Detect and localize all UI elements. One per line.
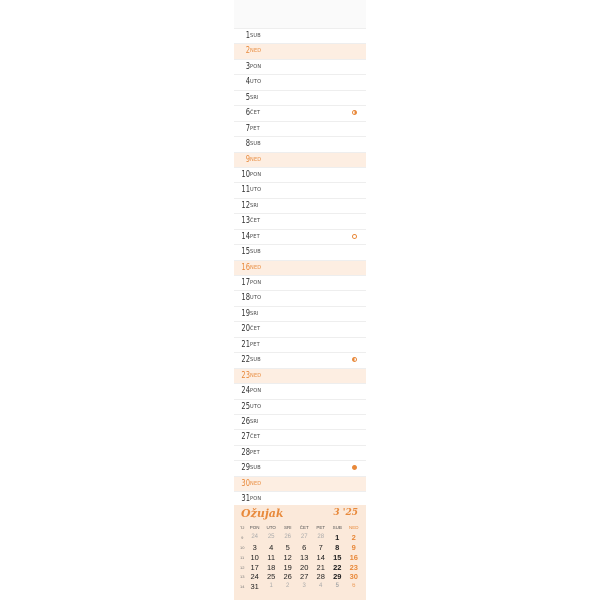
mini-calendar-day: 23 bbox=[349, 562, 358, 572]
week-number: 13 bbox=[239, 574, 245, 580]
mini-calendar-day: 26 bbox=[284, 534, 292, 541]
day-number: 20 bbox=[241, 323, 250, 335]
mini-calendar-day: 27 bbox=[300, 572, 309, 582]
weekday-abbrev: NED bbox=[250, 48, 262, 55]
day-number: 2 bbox=[245, 45, 250, 57]
mini-calendar-day: 1 bbox=[335, 533, 340, 543]
week-number: 14 bbox=[239, 584, 245, 590]
mini-calendar-day: 5 bbox=[285, 542, 290, 552]
mini-calendar-day: 16 bbox=[349, 552, 358, 562]
day-row bbox=[234, 152, 366, 167]
mini-calendar-day: 11 bbox=[267, 552, 276, 562]
weekday-abbrev: PON bbox=[250, 388, 262, 395]
mini-calendar-day: 15 bbox=[333, 552, 342, 562]
day-number: 29 bbox=[241, 462, 250, 474]
weekday-abbrev: PON bbox=[250, 280, 262, 286]
day-row bbox=[234, 321, 366, 336]
day-row bbox=[234, 59, 366, 74]
day-row bbox=[234, 28, 366, 43]
day-number: 21 bbox=[241, 338, 250, 350]
day-number: 4 bbox=[245, 76, 250, 88]
day-number: 25 bbox=[241, 400, 250, 412]
day-row bbox=[234, 198, 366, 213]
mini-calendar-header: UTO bbox=[266, 525, 276, 531]
day-number: 18 bbox=[241, 292, 250, 304]
weekday-abbrev: PON bbox=[250, 63, 262, 70]
day-row bbox=[234, 414, 366, 429]
mini-calendar-day: 14 bbox=[316, 552, 325, 562]
day-row bbox=[234, 244, 366, 259]
mini-calendar-header: ČET bbox=[299, 525, 309, 531]
day-number: 3 bbox=[245, 60, 250, 72]
weekday-abbrev: NED bbox=[250, 372, 262, 379]
header-blank bbox=[234, 0, 366, 28]
last-quarter-moon-icon bbox=[352, 357, 357, 362]
day-row bbox=[234, 90, 366, 105]
mini-calendar-day: 25 bbox=[267, 534, 275, 541]
day-number: 9 bbox=[245, 153, 250, 165]
day-number: 5 bbox=[245, 91, 250, 103]
weekday-abbrev: ČET bbox=[250, 326, 261, 333]
day-number: 17 bbox=[241, 277, 250, 288]
day-number: 12 bbox=[241, 199, 250, 211]
mini-calendar-day: 19 bbox=[283, 562, 292, 572]
mini-calendar-day: 29 bbox=[333, 572, 342, 582]
weekday-abbrev: SUB bbox=[250, 465, 261, 472]
weekday-abbrev: UTO bbox=[250, 187, 262, 194]
day-number: 11 bbox=[241, 184, 250, 196]
day-row bbox=[234, 182, 366, 197]
mini-calendar-header: SUB bbox=[332, 525, 342, 531]
day-row bbox=[234, 213, 366, 228]
weekday-abbrev: PET bbox=[250, 233, 260, 240]
mini-calendar-day: 25 bbox=[267, 572, 276, 582]
mini-calendar-header: PON bbox=[249, 525, 260, 531]
mini-calendar-week bbox=[238, 582, 362, 592]
weekday-abbrev: NED bbox=[250, 264, 262, 271]
day-number: 8 bbox=[245, 138, 250, 150]
day-row bbox=[234, 399, 366, 414]
weekday-abbrev: SUB bbox=[250, 357, 261, 364]
first-quarter-moon-icon bbox=[352, 110, 357, 115]
mini-calendar-header: PET bbox=[316, 525, 326, 531]
mini-calendar-day: 26 bbox=[283, 572, 292, 582]
mini-calendar-day: 7 bbox=[318, 542, 323, 552]
day-row bbox=[234, 352, 366, 367]
week-number: 9 bbox=[241, 535, 244, 541]
day-number: 15 bbox=[241, 246, 250, 258]
mini-calendar-year: 3 '25 bbox=[333, 508, 358, 518]
wall-planner-strip bbox=[234, 0, 366, 600]
mini-calendar-day: 22 bbox=[333, 562, 342, 572]
mini-calendar-day: 27 bbox=[300, 534, 308, 541]
weekday-abbrev: SRI bbox=[250, 202, 259, 209]
mini-calendar-day: 5 bbox=[335, 583, 339, 590]
day-row bbox=[234, 105, 366, 120]
day-number: 16 bbox=[241, 261, 250, 273]
mini-calendar-week bbox=[238, 533, 362, 543]
day-number: 19 bbox=[241, 307, 250, 319]
mini-calendar-day: 31 bbox=[250, 582, 259, 592]
weekday-abbrev: SUB bbox=[250, 33, 261, 39]
day-row bbox=[234, 476, 366, 491]
weekday-abbrev: PET bbox=[250, 341, 260, 348]
weekday-abbrev: SUB bbox=[250, 249, 261, 256]
day-number: 27 bbox=[241, 431, 250, 443]
weekday-abbrev: NED bbox=[250, 480, 262, 487]
day-row bbox=[234, 260, 366, 275]
day-row bbox=[234, 74, 366, 89]
day-number: 23 bbox=[241, 369, 250, 381]
mini-calendar-day: 3 bbox=[302, 583, 306, 590]
weekday-abbrev: ČET bbox=[250, 110, 261, 117]
day-number: 31 bbox=[241, 493, 250, 505]
mini-calendar-day: 4 bbox=[269, 542, 274, 552]
weekday-abbrev: UTO bbox=[250, 403, 262, 410]
mini-calendar-day: 3 bbox=[252, 542, 257, 552]
day-row bbox=[234, 167, 366, 182]
day-number: 13 bbox=[241, 215, 250, 227]
mini-calendar-header: TJ bbox=[239, 525, 245, 531]
mini-calendar-day: 12 bbox=[283, 552, 292, 562]
mini-calendar bbox=[234, 505, 366, 600]
day-number: 7 bbox=[245, 122, 250, 134]
day-row bbox=[234, 306, 366, 321]
mini-calendar-header-row bbox=[238, 523, 362, 533]
mini-calendar-week bbox=[238, 572, 362, 582]
mini-calendar-day: 10 bbox=[250, 552, 259, 562]
day-row bbox=[234, 290, 366, 305]
mini-calendar-day: 13 bbox=[300, 552, 309, 562]
week-number: 10 bbox=[239, 544, 245, 550]
mini-calendar-header: SRI bbox=[283, 525, 292, 531]
weekday-abbrev: PET bbox=[250, 125, 260, 132]
weekday-abbrev: SRI bbox=[250, 418, 259, 425]
day-row bbox=[234, 136, 366, 151]
weekday-abbrev: SUB bbox=[250, 141, 261, 148]
mini-calendar-day: 4 bbox=[319, 583, 323, 590]
mini-calendar-day: 1 bbox=[269, 583, 273, 590]
day-row bbox=[234, 460, 366, 475]
weekday-abbrev: ČET bbox=[250, 218, 261, 225]
weekday-abbrev: PON bbox=[250, 171, 262, 178]
mini-calendar-day: 8 bbox=[335, 542, 340, 552]
mini-calendar-month: Ožujak bbox=[241, 507, 284, 520]
mini-calendar-header: NED bbox=[349, 525, 359, 531]
day-number: 26 bbox=[241, 415, 250, 427]
mini-calendar-grid bbox=[238, 523, 362, 592]
weekday-abbrev: SRI bbox=[250, 94, 259, 101]
mini-calendar-week bbox=[238, 562, 362, 572]
mini-calendar-day: 30 bbox=[349, 572, 358, 582]
new-moon-icon bbox=[352, 234, 357, 239]
day-row bbox=[234, 337, 366, 352]
day-number: 24 bbox=[241, 385, 250, 397]
weekday-abbrev: SRI bbox=[250, 310, 259, 317]
mini-calendar-week bbox=[238, 552, 362, 562]
mini-calendar-day: 24 bbox=[251, 534, 258, 541]
mini-calendar-day: 9 bbox=[351, 542, 356, 552]
mini-calendar-day: 28 bbox=[317, 534, 325, 541]
weekday-abbrev: UTO bbox=[250, 295, 262, 302]
day-number: 28 bbox=[241, 446, 250, 458]
mini-calendar-day: 6 bbox=[352, 583, 356, 590]
day-number: 14 bbox=[241, 230, 250, 242]
day-row bbox=[234, 229, 366, 244]
mini-calendar-day: 20 bbox=[300, 562, 309, 572]
week-number: 12 bbox=[239, 564, 245, 570]
day-row bbox=[234, 445, 366, 460]
week-number: 11 bbox=[240, 554, 245, 560]
day-number: 6 bbox=[245, 107, 250, 119]
mini-calendar-day: 24 bbox=[250, 572, 259, 582]
weekday-abbrev: UTO bbox=[250, 79, 262, 86]
mini-calendar-day: 21 bbox=[316, 562, 325, 572]
mini-calendar-day: 2 bbox=[286, 583, 290, 590]
day-row bbox=[234, 429, 366, 444]
day-number: 22 bbox=[241, 354, 250, 366]
day-number: 10 bbox=[241, 168, 250, 180]
day-number: 1 bbox=[245, 30, 250, 41]
day-row bbox=[234, 43, 366, 58]
day-row bbox=[234, 275, 366, 290]
day-row bbox=[234, 368, 366, 383]
day-number: 30 bbox=[241, 477, 250, 489]
weekday-abbrev: NED bbox=[250, 156, 262, 163]
weekday-abbrev: ČET bbox=[250, 434, 261, 441]
weekday-abbrev: PET bbox=[250, 449, 260, 456]
mini-calendar-day: 6 bbox=[302, 542, 307, 552]
day-list bbox=[234, 28, 366, 507]
weekday-abbrev: PON bbox=[250, 496, 262, 503]
mini-calendar-week bbox=[238, 543, 362, 553]
mini-calendar-day: 28 bbox=[316, 572, 325, 582]
mini-calendar-day: 17 bbox=[250, 562, 259, 572]
mini-calendar-day: 18 bbox=[267, 562, 276, 572]
day-row bbox=[234, 121, 366, 136]
full-moon-icon bbox=[352, 465, 357, 470]
day-row bbox=[234, 383, 366, 398]
mini-calendar-day: 2 bbox=[351, 533, 356, 543]
